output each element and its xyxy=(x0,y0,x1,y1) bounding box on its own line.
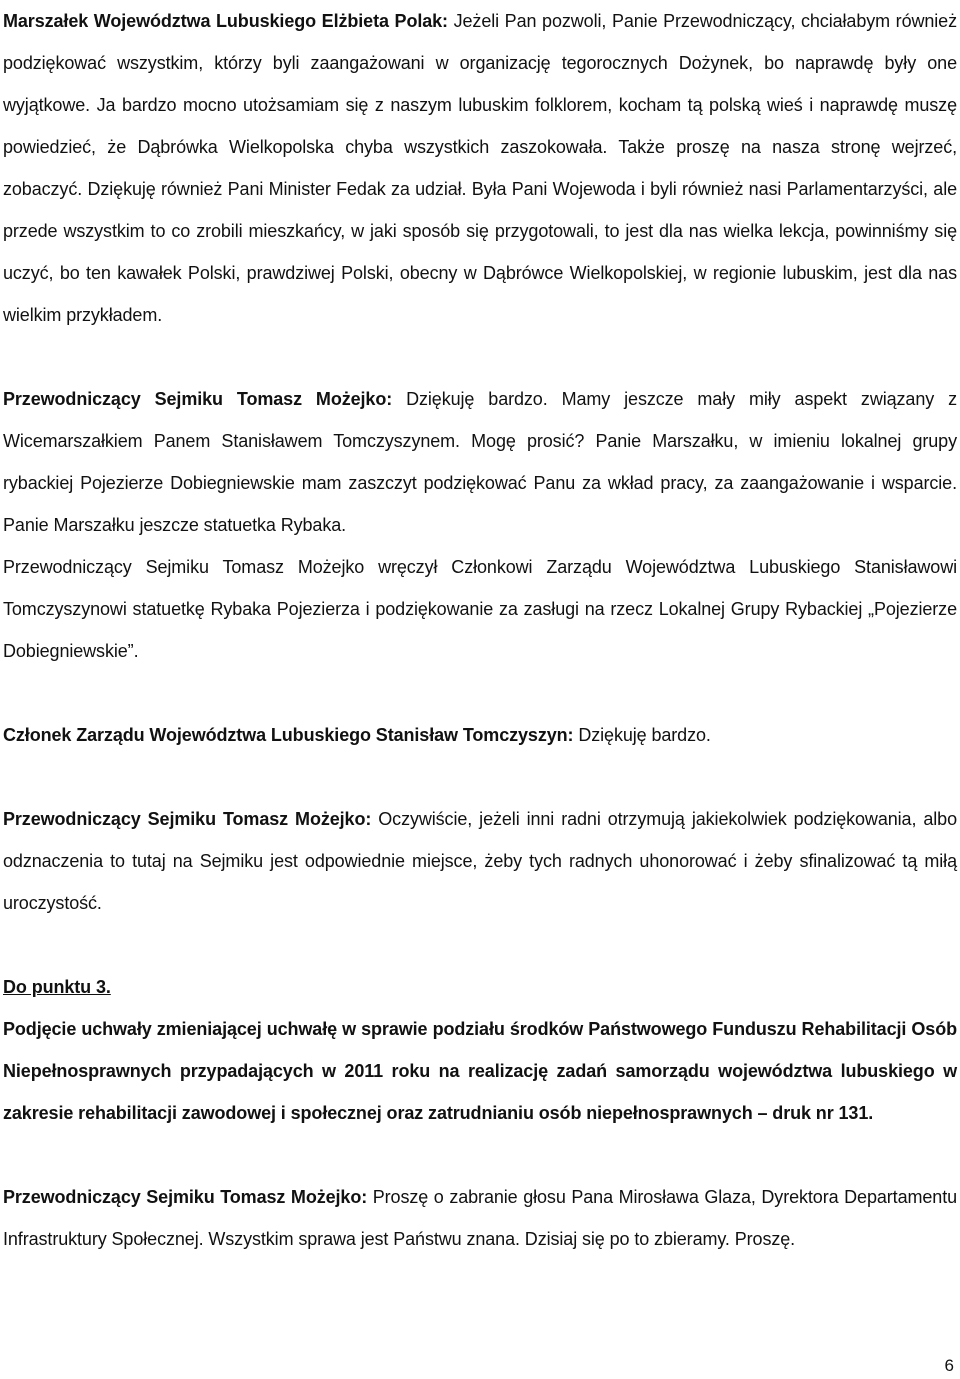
speaker-name: Członek Zarządu Województwa Lubuskiego Stanisław Tomczyszyn: xyxy=(3,725,574,745)
speaker-name: Przewodniczący Sejmiku Tomasz Możejko: xyxy=(3,809,372,829)
agenda-point-heading: Do punktu 3. xyxy=(3,977,111,997)
statement-text: Dziękuję bardzo. Mamy jeszcze mały miły aspekt związany z Wicemarszałkiem Panem Stanisławem Tomczyszynem. Mogę prosić? Panie Marszałku, w imieniu lokalnej grupy rybackiej Pojezierze Dobiegniewskie mam zaszczyt podziękować Panu za wkład pracy, za zaangażowanie i wsparcie. Panie Marszałku jeszcze statuetka Rybaka. xyxy=(3,389,958,535)
agenda-point-title xyxy=(3,1008,957,1134)
paragraph-spacer xyxy=(3,336,957,378)
paragraph-spacer xyxy=(3,1134,957,1176)
page-number: 6 xyxy=(944,1356,954,1375)
statement-text: Dziękuję bardzo. xyxy=(573,725,711,745)
statement-text: Proszę o zabranie głosu Pana Mirosława Glaza, Dyrektora Departamentu Infrastruktury Społecznej. Wszystkim sprawa jest Państwu znana. Dzisiaj się po to zbieramy. Proszę. xyxy=(3,1187,958,1249)
statement-text: Oczywiście, jeżeli inni radni otrzymują jakiekolwiek podziękowania, albo odznaczenia to tutaj na Sejmiku jest odpowiednie miejsce, żeby tych radnych uhonorować i żeby sfinalizować tą miłą uroczystość. xyxy=(3,809,957,913)
paragraph-spacer xyxy=(3,924,957,966)
speaker-name: Przewodniczący Sejmiku Tomasz Możejko: xyxy=(3,389,393,409)
paragraph-polak-statement xyxy=(3,0,957,336)
statement-text: Przewodniczący Sejmiku Tomasz Możejko wręczył Członkowi Zarządu Województwa Lubuskiego Stanisławowi Tomczyszynowi statuetkę Rybaka Pojezierza i podziękowanie za zasługi na rzecz Lokalnej Grupy Rybackiej „Pojezierze Dobiegniewskie”. xyxy=(3,557,957,661)
speaker-name: Przewodniczący Sejmiku Tomasz Możejko: xyxy=(3,1187,368,1207)
paragraph-mozejko-invite xyxy=(3,1176,957,1260)
document-page xyxy=(3,0,957,1260)
agenda-title-text: Podjęcie uchwały zmieniającej uchwałę w sprawie podziału środków Państwowego Funduszu Rehabilitacji Osób Niepełnosprawnych przypadających w 2011 roku na realizację zadań samorządu województwa lubuskiego w zakresie rehabilitacji zawodowej i społecznej oraz zatrudnianiu osób niepełnosprawnych – druk nr 131. xyxy=(3,1019,957,1123)
paragraph-spacer xyxy=(3,672,957,714)
paragraph-tomczyszyn-statement xyxy=(3,714,957,756)
paragraph-mozejko-thanks xyxy=(3,378,957,546)
speaker-name: Marszałek Województwa Lubuskiego Elżbieta Polak: xyxy=(3,11,448,31)
paragraph-mozejko-closing xyxy=(3,798,957,924)
paragraph-award-note xyxy=(3,546,957,672)
statement-text: Jeżeli Pan pozwoli, Panie Przewodniczący, chciałabym również podziękować wszystkim, którzy byli zaangażowani w organizację tegorocznych Dożynek, bo naprawdę były one wyjątkowe. Ja bardzo mocno utożsamiam się z naszym lubuskim folklorem, kocham tą polską wieś i naprawdę muszę powiedzieć, że Dąbrówka Wielkopolska chyba wszystkich zaszokowała. Także proszę na nasza stronę wejrzeć, zobaczyć. Dziękuję również Pani Minister Fedak za udział. Była Pani Wojewoda i byli również nasi Parlamentarzyści, ale przede wszystkim to co zrobili mieszkańcy, w jaki sposób się przygotowali, to jest dla nas wielka lekcja, powinniśmy się uczyć, bo ten kawałek Polski, prawdziwej Polski, obecny w Dąbrówce Wielkopolskiej, w regionie lubuskim, jest dla nas wielkim przykładem. xyxy=(3,11,957,325)
paragraph-spacer xyxy=(3,756,957,798)
